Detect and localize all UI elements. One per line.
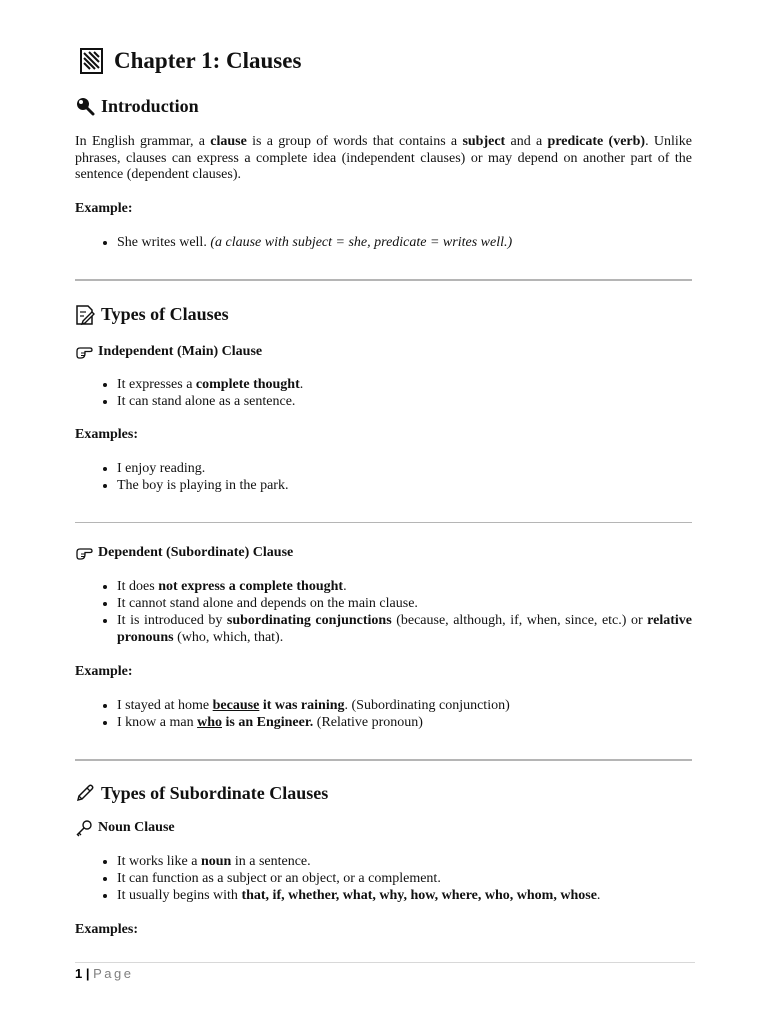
page-separator: | xyxy=(82,966,94,981)
list-item: • She writes well. (a clause with subject = she, predicate = writes well.) xyxy=(117,234,692,251)
pencil-icon xyxy=(75,783,95,803)
dependent-bullets xyxy=(75,578,692,646)
list-item: • I know a man who is an Engineer. (Relative pronoun) xyxy=(117,714,692,731)
intro-heading xyxy=(75,92,692,120)
intro-example-list xyxy=(75,234,692,251)
page-title: Chapter 1: Clauses xyxy=(114,48,302,73)
chapter-title xyxy=(80,42,692,80)
subtypes-heading-text: Types of Subordinate Clauses xyxy=(101,782,329,803)
section-divider xyxy=(75,279,692,281)
list-item: • It expresses a complete thought. xyxy=(117,376,692,393)
list-item: • I stayed at home because it was raining. (Subordinating conjunction) xyxy=(117,697,692,714)
pointing-hand-icon xyxy=(75,545,93,561)
types-heading-text: Types of Clauses xyxy=(101,304,229,324)
noun-bullets xyxy=(75,853,692,904)
list-item: • It is introduced by subordinating conjunctions (because, although, if, when, since, etc.) or relative pronouns (who, which, that). xyxy=(117,612,692,646)
section-divider xyxy=(75,522,692,524)
dependent-clause-heading: Dependent (Subordinate) Clause xyxy=(75,543,692,563)
types-heading xyxy=(75,301,692,329)
list-item: • It cannot stand alone and depends on the main clause. xyxy=(117,595,692,612)
independent-bullets xyxy=(75,376,692,410)
independent-examples-list xyxy=(75,460,692,494)
noun-examples-label: Examples: xyxy=(75,922,138,937)
section-divider xyxy=(75,759,692,761)
key-icon xyxy=(75,819,93,837)
memo-pencil-icon xyxy=(75,304,95,326)
subtypes-heading xyxy=(75,779,692,807)
list-item: • It can stand alone as a sentence. xyxy=(117,393,692,410)
intro-paragraph: In English grammar, a clause is a group of words that contains a subject and a predicate (verb). Unlike phrases, clauses can express a complete idea (independent clauses) or may depend on another part of the sentence (dependent clauses). xyxy=(75,134,692,182)
magnifier-icon xyxy=(75,96,95,116)
intro-example-label: Example: xyxy=(75,200,133,216)
list-item: • The boy is playing in the park. xyxy=(117,477,692,494)
dependent-example-label: Example: xyxy=(75,664,133,679)
noun-clause-heading: Noun Clause xyxy=(75,818,692,838)
list-item: • It can function as a subject or an object, or a complement. xyxy=(117,870,692,887)
document-page xyxy=(75,42,692,938)
dependent-examples-list xyxy=(75,697,692,731)
intro-heading-text: Introduction xyxy=(101,95,199,116)
page-number: 1 xyxy=(75,966,83,981)
page-label: Page xyxy=(93,966,134,981)
list-item: • It works like a noun in a sentence. xyxy=(117,853,692,870)
book-icon xyxy=(80,48,104,74)
independent-examples-label: Examples: xyxy=(75,426,138,442)
independent-clause-heading: Independent (Main) Clause xyxy=(75,342,692,362)
page-footer xyxy=(75,962,695,981)
list-item: • It does not express a complete thought. xyxy=(117,578,692,595)
list-item: • It usually begins with that, if, whether, what, why, how, where, who, whom, whose. xyxy=(117,887,692,904)
pointing-hand-icon xyxy=(75,344,93,360)
list-item: • I enjoy reading. xyxy=(117,460,692,477)
